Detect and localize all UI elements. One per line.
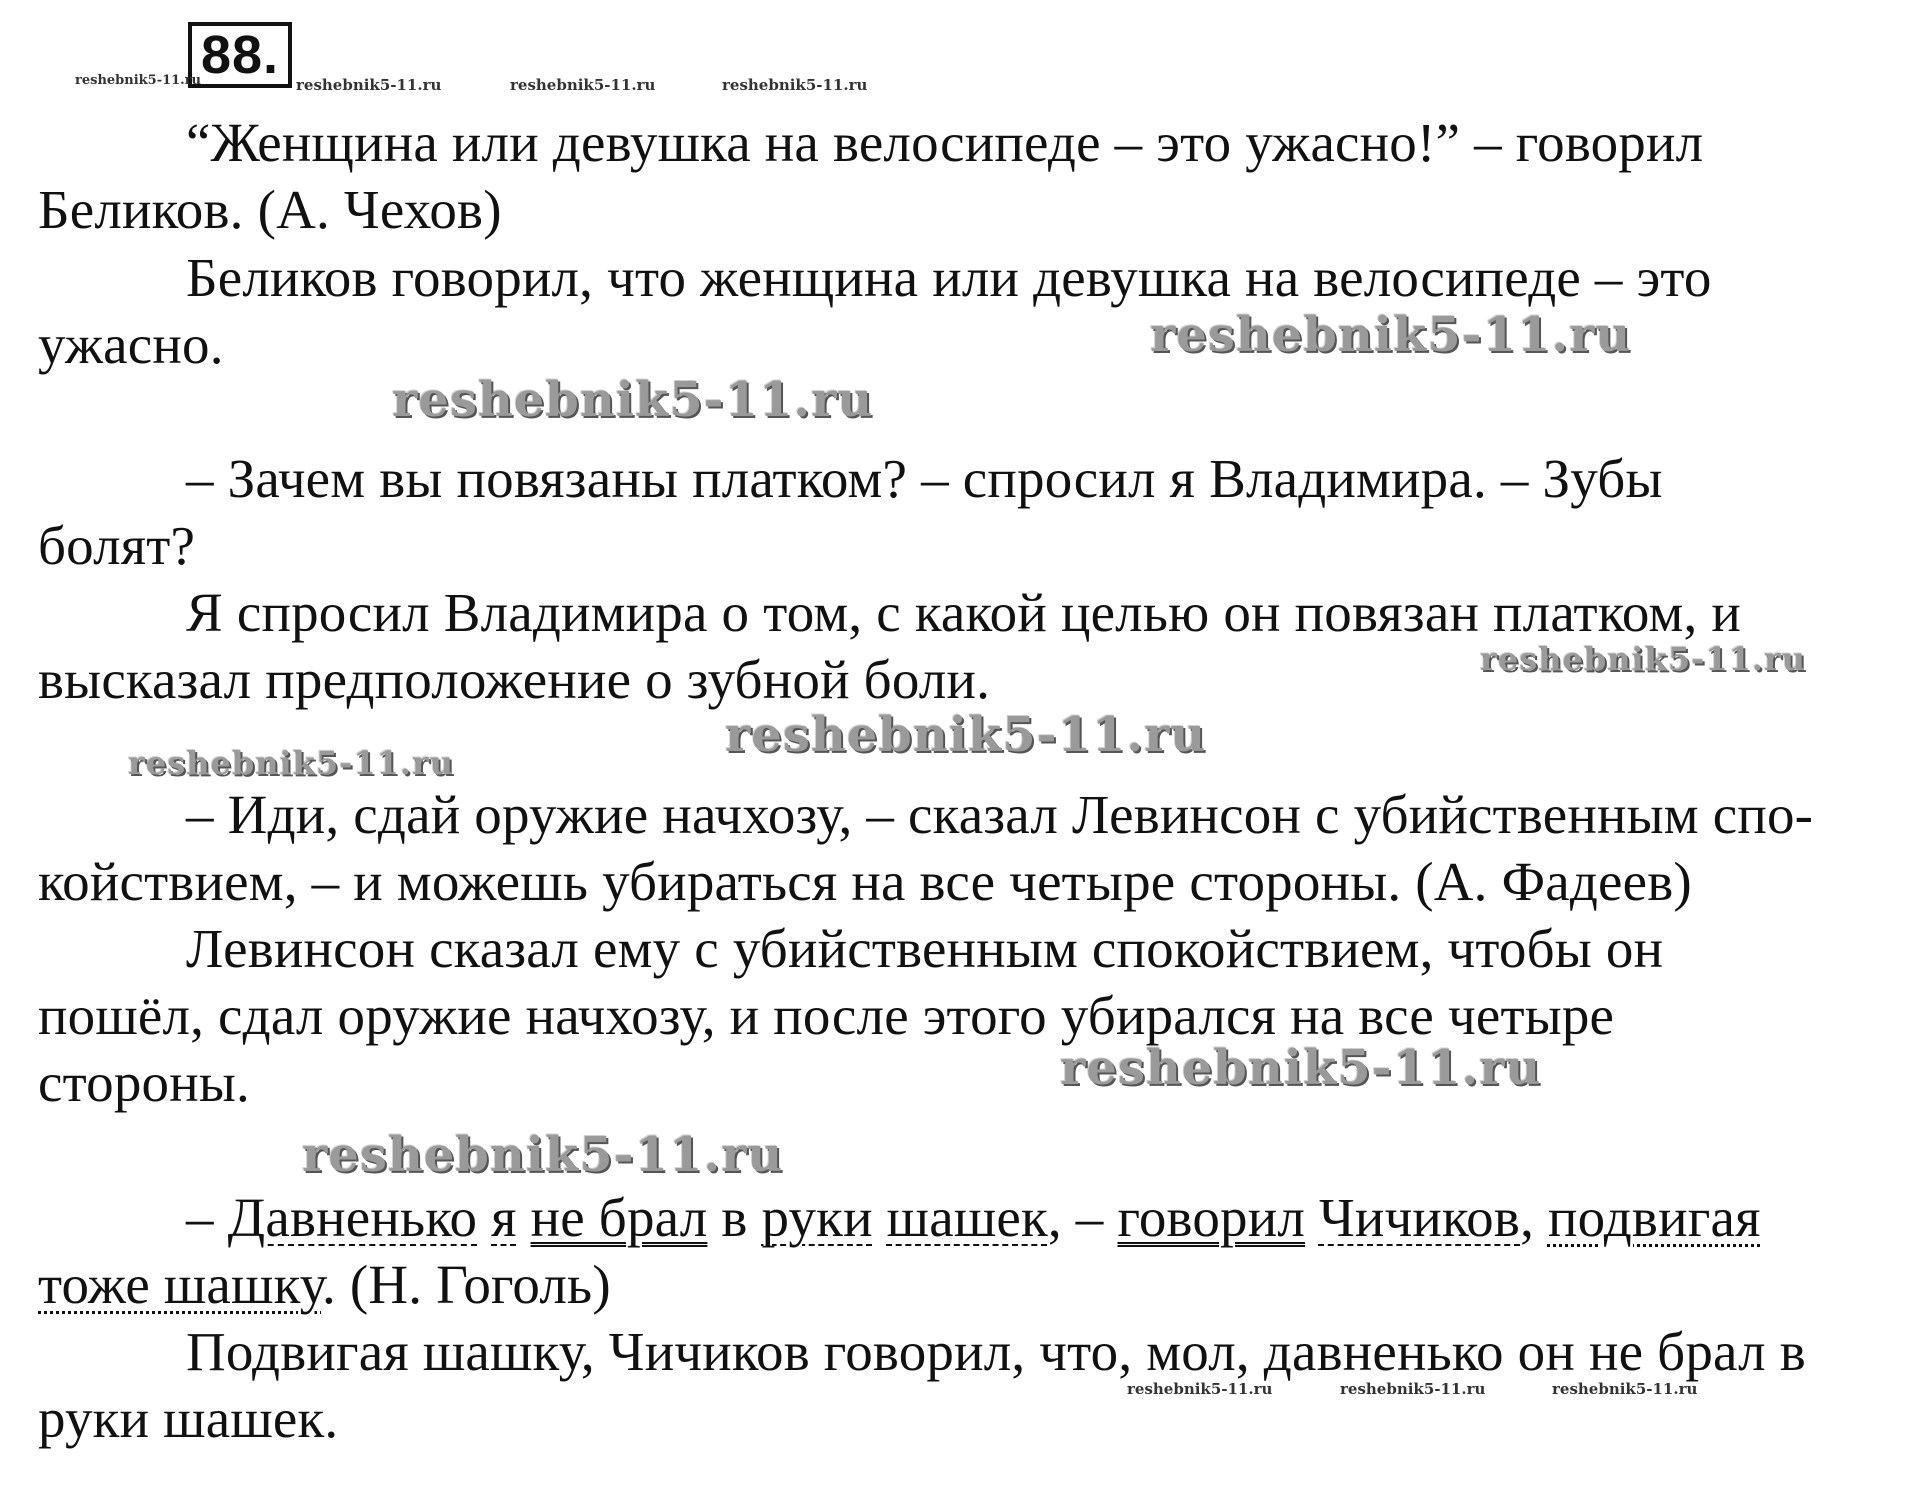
text-segment: – Зачем вы повязаны платком? – спросил я Владимира. – Зубы: [186, 448, 1663, 509]
text-segment: ,: [1520, 1187, 1548, 1248]
text-segment: Беликов. (А. Чехов): [38, 179, 502, 240]
text-segment: [873, 1187, 887, 1248]
watermark: reshebnik5-11.ru: [1340, 1380, 1486, 1398]
text-segment: –: [186, 1187, 228, 1248]
watermark: reshebnik5-11.ru: [75, 73, 202, 88]
underlined-word: Давненько: [227, 1187, 478, 1248]
text-segment: – Иди, сдай оружие начхозу, – сказал Левинсон с убийственным спо-: [186, 784, 1814, 845]
text-segment: [517, 1187, 531, 1248]
text-segment: [1305, 1187, 1319, 1248]
watermark: reshebnik5-11.ru: [1480, 640, 1807, 678]
text-line: [186, 446, 1663, 512]
watermark: reshebnik5-11.ru: [725, 707, 1207, 763]
watermark: reshebnik5-11.ru: [392, 372, 874, 428]
text-line: [186, 580, 1741, 646]
watermark: reshebnik5-11.ru: [1552, 1380, 1698, 1398]
watermark: reshebnik5-11.ru: [1127, 1380, 1273, 1398]
exercise-number: 88.: [188, 22, 292, 88]
underlined-word: не брал: [530, 1187, 708, 1248]
watermark: reshebnik5-11.ru: [128, 744, 455, 782]
underlined-word: говорил: [1117, 1187, 1306, 1248]
watermark: reshebnik5-11.ru: [302, 1127, 784, 1183]
text-line: [186, 916, 1663, 982]
text-segment: Беликов говорил, что женщина или девушка на велосипеде – это: [186, 247, 1712, 308]
text-line: [38, 849, 1692, 915]
text-segment: , –: [1047, 1187, 1118, 1248]
underlined-word: шашек: [886, 1187, 1048, 1248]
text-segment: Подвигая шашку, Чичиков говорил, что, мол, давненько он не брал в: [186, 1321, 1806, 1382]
text-segment: Левинсон сказал ему с убийственным спокойствием, чтобы он: [186, 918, 1664, 979]
watermark: reshebnik5-11.ru: [1060, 1040, 1542, 1096]
text-line: [186, 110, 1703, 176]
watermark: reshebnik5-11.ru: [296, 76, 442, 94]
underlined-word: тоже шашку: [38, 1254, 322, 1315]
text-line: [38, 647, 990, 713]
text-line: [38, 513, 195, 579]
watermark: reshebnik5-11.ru: [722, 76, 868, 94]
text-segment: . (Н. Гоголь): [321, 1254, 611, 1315]
text-segment: ужасно.: [38, 314, 224, 375]
text-line: [38, 1252, 611, 1318]
text-line: [38, 177, 502, 243]
text-line: [38, 1050, 250, 1116]
underlined-word: подвигая: [1547, 1187, 1761, 1248]
text-segment: пошёл, сдал оружие начхозу, и после этого убирался на все четыре: [38, 985, 1615, 1046]
text-segment: в: [707, 1187, 762, 1248]
text-line: [38, 312, 224, 378]
text-segment: “Женщина или девушка на велосипеде – это ужасно!” – говорил: [186, 112, 1704, 173]
text-segment: койствием, – и можешь убираться на все четыре стороны. (А. Фадеев): [38, 851, 1692, 912]
watermark: reshebnik5-11.ru: [510, 76, 656, 94]
text-segment: [477, 1187, 491, 1248]
text-line: [186, 1319, 1806, 1385]
text-line: [186, 245, 1712, 311]
text-line: [186, 1185, 1761, 1251]
text-segment: болят?: [38, 515, 196, 576]
text-segment: высказал предположение о зубной боли.: [38, 649, 991, 710]
underlined-word: Чичиков: [1318, 1187, 1521, 1248]
text-line: [186, 782, 1813, 848]
underlined-word: руки: [761, 1187, 873, 1248]
text-segment: стороны.: [38, 1052, 250, 1113]
text-segment: Я спросил Владимира о том, с какой целью он повязан платком, и: [186, 582, 1742, 643]
text-segment: руки шашек.: [38, 1388, 339, 1449]
underlined-word: я: [491, 1187, 517, 1248]
watermark: reshebnik5-11.ru: [1150, 307, 1632, 363]
text-line: [38, 1386, 338, 1452]
